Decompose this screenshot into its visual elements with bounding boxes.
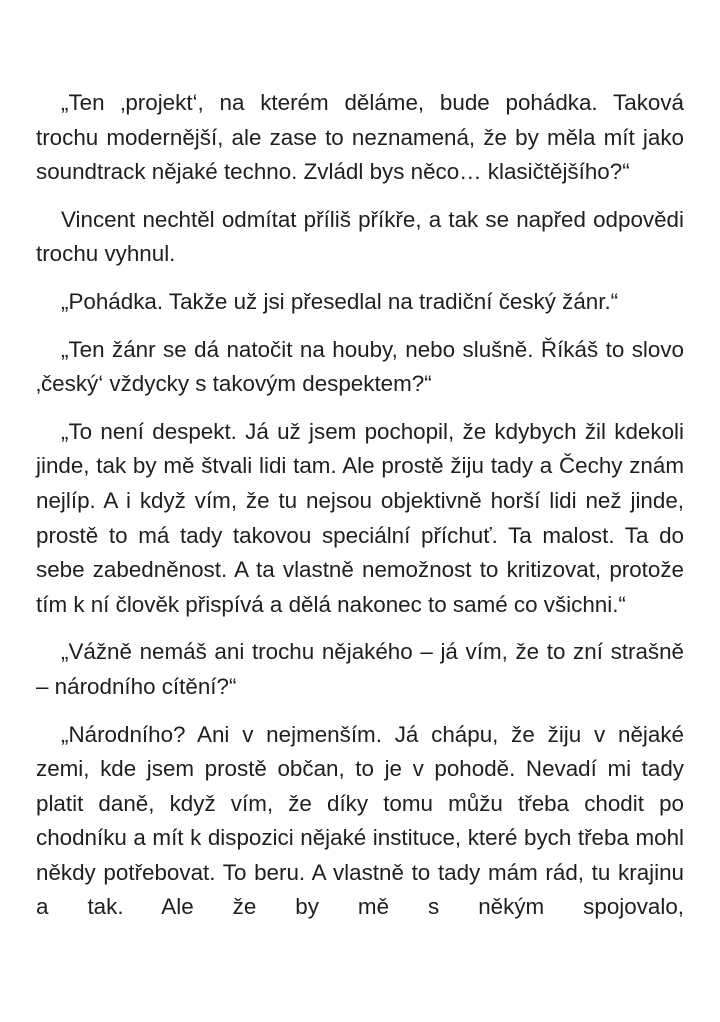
paragraph-4: „Ten žánr se dá natočit na houby, nebo slušně. Říkáš to slovo ‚český‘ vždycky s takovým despektem?“ bbox=[36, 336, 684, 397]
page-body bbox=[36, 86, 684, 925]
paragraph-5: „To není despekt. Já už jsem pochopil, že kdybych žil kdekoli jinde, tak by mě štvali lidi tam. Ale prostě žiju tady a Čechy znám nejlíp. A i když vím, že tu nejsou objektivně horší lidi než jinde, prostě to má tady takovou speciální příchuť. Ta malost. Ta do sebe zabedněnost. A ta vlastně nemožnost to kritizovat, protože tím k ní člověk přispívá a dělá nakonec to samé co všichni.“ bbox=[36, 418, 684, 617]
paragraph-6: „Vážně nemáš ani trochu nějakého – já vím, že to zní strašně – národního cítění?“ bbox=[36, 639, 684, 699]
paragraph-7: „Národního? Ani v nejmenším. Já chápu, že žiju v nějaké zemi, kde jsem prostě občan, to je v pohodě. Nevadí mi tady platit daně, když vím, že díky tomu můžu třeba chodit po chodníku a mít k dispozici nějaké instituce, které bych třeba mohl někdy potřebovat. To beru. A vlastně to tady mám rád, tu krajinu a tak. Ale že by mě s někým spojovalo, bbox=[36, 721, 684, 920]
paragraph-2: Vincent nechtěl odmítat příliš příkře, a tak se napřed odpovědi trochu vyhnul. bbox=[36, 206, 684, 267]
paragraph-1: „Ten ‚projekt‘, na kterém děláme, bude pohádka. Taková trochu modernější, ale zase to neznamená, že by měla mít jako soundtrack nějaké techno. Zvládl bys něco… klasičtějšího?“ bbox=[36, 90, 684, 185]
paragraph-3: „Pohádka. Takže už jsi přesedlal na tradiční český žánr.“ bbox=[61, 288, 619, 314]
